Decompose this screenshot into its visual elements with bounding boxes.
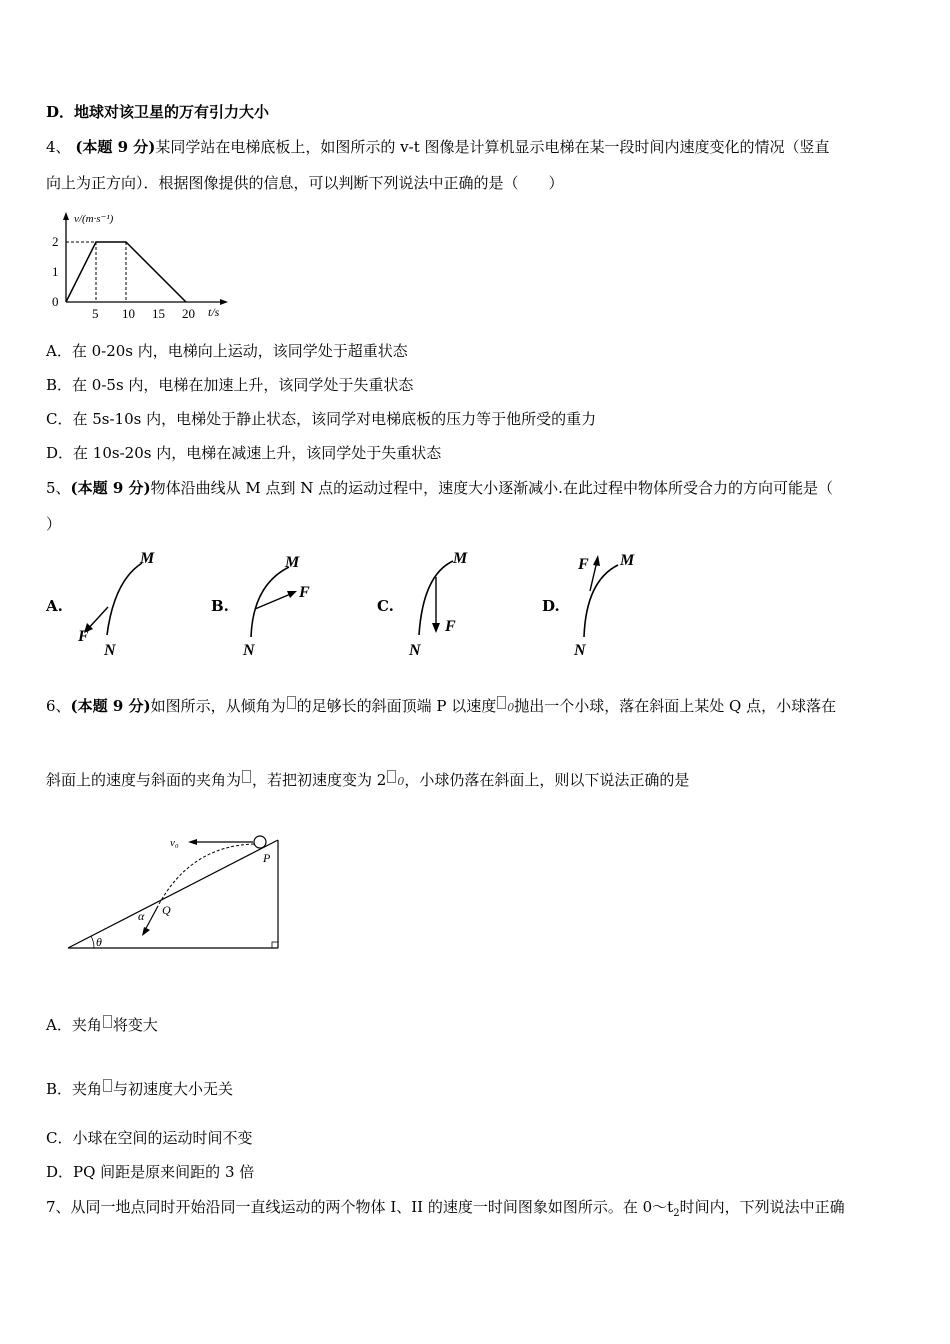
label-v0: v₀: [170, 837, 179, 849]
q4-option-c[interactable]: C．在 5s-10s 内，电梯处于静止状态，该同学对电梯底板的压力等于他所受的重力: [46, 410, 597, 428]
trajectory-dashed: [158, 844, 254, 906]
force-arrowhead: [593, 555, 600, 566]
label-f: F: [299, 584, 310, 601]
q6-stem-line2: [46, 770, 689, 792]
q7-text-1b: 时间内，下列说法中正确: [679, 1198, 845, 1216]
y-tick-label: 0: [52, 294, 59, 309]
theta-arc: [91, 936, 94, 948]
force-arrowhead: [432, 623, 440, 633]
v0-placeholder-icon: [497, 696, 506, 709]
q5-figure-b: [237, 545, 337, 665]
q4-number: 4、: [46, 138, 71, 156]
label-q: Q: [162, 903, 171, 917]
label-n: N: [409, 642, 421, 659]
trajectory-curve: [107, 563, 142, 635]
right-angle-mark: [272, 942, 278, 948]
x-axis-arrow: [220, 299, 228, 305]
impact-velocity-arrowhead: [142, 927, 150, 936]
q5-option-b-label[interactable]: B.: [211, 597, 229, 615]
q4-option-a[interactable]: A．在 0-20s 内，电梯向上运动，该同学处于超重状态: [46, 342, 408, 360]
q5-option-d-label[interactable]: D.: [542, 597, 560, 615]
q6-number: 6、: [46, 697, 71, 715]
q6-text-1b: 的足够长的斜面顶端 P 以速度: [296, 697, 497, 715]
v0-subscript: 0: [397, 775, 405, 788]
q6-text-1c: 抛出一个小球，落在斜面上某处 Q 点，小球落在: [514, 697, 837, 715]
q7-stem-line1: [46, 1197, 845, 1224]
v0-arrowhead: [188, 839, 197, 845]
q5-figure-a: [72, 545, 162, 665]
q4-score: (本题 9 分): [75, 138, 156, 156]
x-axis-label: t/s: [208, 305, 220, 319]
q6-option-a-text-2: 将变大: [112, 1016, 158, 1034]
label-m: M: [140, 550, 155, 567]
q6-option-d[interactable]: D．PQ 间距是原来间距的 3 倍: [46, 1163, 255, 1181]
q6-stem-line1: [46, 696, 836, 718]
q6-text-2b: ，若把初速度变为 2: [252, 771, 387, 789]
label-f: F: [78, 628, 89, 645]
label-m: M: [453, 550, 468, 567]
label-m: M: [285, 554, 300, 571]
v0-placeholder-icon: [387, 770, 396, 783]
t2-subscript: 2: [673, 1208, 680, 1219]
q6-option-a[interactable]: [46, 1015, 158, 1035]
incline-slope: [68, 840, 278, 948]
label-n: N: [574, 642, 586, 659]
alpha-placeholder-icon: [103, 1079, 112, 1092]
x-tick-label: 5: [92, 306, 99, 321]
q4-option-b[interactable]: B．在 0-5s 内，电梯在加速上升，该同学处于失重状态: [46, 376, 414, 394]
q4-stem-line2: 向上为正方向）．根据图像提供的信息，可以判断下列说法中正确的是（ ）: [46, 174, 564, 192]
label-theta: θ: [96, 935, 102, 949]
q5-score: (本题 9 分): [70, 479, 151, 497]
q3-option-d: D．地球对该卫星的万有引力大小: [46, 103, 270, 121]
y-tick-label: 1: [52, 264, 59, 279]
q6-text-2a: 斜面上的速度与斜面的夹角为: [46, 771, 242, 789]
theta-placeholder-icon: [287, 696, 296, 709]
v0-subscript: 0: [507, 701, 515, 714]
q4-option-d[interactable]: D．在 10s-20s 内，电梯在减速上升，该同学处于失重状态: [46, 444, 442, 462]
q5-figure-c: [403, 545, 493, 665]
trajectory-curve: [584, 565, 618, 637]
q6-option-c[interactable]: C．小球在空间的运动时间不变: [46, 1129, 253, 1147]
q5-stem-line2: ）: [46, 515, 62, 533]
q6-option-a-text-1: A．夹角: [46, 1016, 102, 1034]
x-tick-label: 10: [122, 306, 135, 321]
force-arrowhead: [287, 591, 297, 598]
label-f: F: [445, 618, 456, 635]
ball-icon: [254, 836, 266, 848]
label-n: N: [104, 642, 116, 659]
alpha-placeholder-icon: [242, 770, 251, 783]
q4-text-1: 某同学站在电梯底板上，如图所示的 v-t 图像是计算机显示电梯在某一段时间内速度变化的情况（竖直: [155, 138, 830, 156]
label-alpha: α: [138, 909, 145, 923]
label-m: M: [620, 552, 635, 569]
q5-text-1: 物体沿曲线从 M 点到 N 点的运动过程中，速度大小逐渐减小.在此过程中物体所受合力的方向可能是（: [150, 479, 833, 497]
q4-vt-graph: [46, 208, 246, 328]
label-n: N: [243, 642, 255, 659]
q6-option-b[interactable]: [46, 1079, 233, 1099]
q5-number: 5、: [46, 479, 71, 497]
q6-text-1a: 如图所示，从倾角为: [150, 697, 286, 715]
x-tick-label: 15: [152, 306, 165, 321]
q6-score: (本题 9 分): [70, 697, 151, 715]
q6-incline-figure: [60, 828, 300, 958]
q4-stem-line1: [46, 137, 830, 157]
q5-option-c-label[interactable]: C.: [377, 597, 394, 615]
alpha-placeholder-icon: [103, 1015, 112, 1028]
q6-option-b-text-2: 与初速度大小无关: [113, 1080, 234, 1098]
label-f: F: [578, 556, 589, 573]
q5-figure-d: [568, 545, 658, 665]
label-p: P: [263, 851, 271, 865]
q5-stem-line1: [46, 478, 833, 498]
y-tick-label: 2: [52, 234, 59, 249]
q7-text-1a: 7、从同一地点同时开始沿同一直线运动的两个物体 I、II 的速度一时间图象如图所示。在 0～t: [46, 1198, 674, 1216]
q6-text-2c: ，小球仍落在斜面上，则以下说法正确的是: [404, 771, 690, 789]
x-tick-label: 20: [182, 306, 195, 321]
q6-option-b-text-1: B．夹角: [46, 1080, 103, 1098]
q5-option-a-label[interactable]: A.: [46, 597, 63, 615]
y-axis-label: v/(m·s⁻¹): [74, 213, 114, 225]
y-axis-arrow: [63, 212, 69, 220]
